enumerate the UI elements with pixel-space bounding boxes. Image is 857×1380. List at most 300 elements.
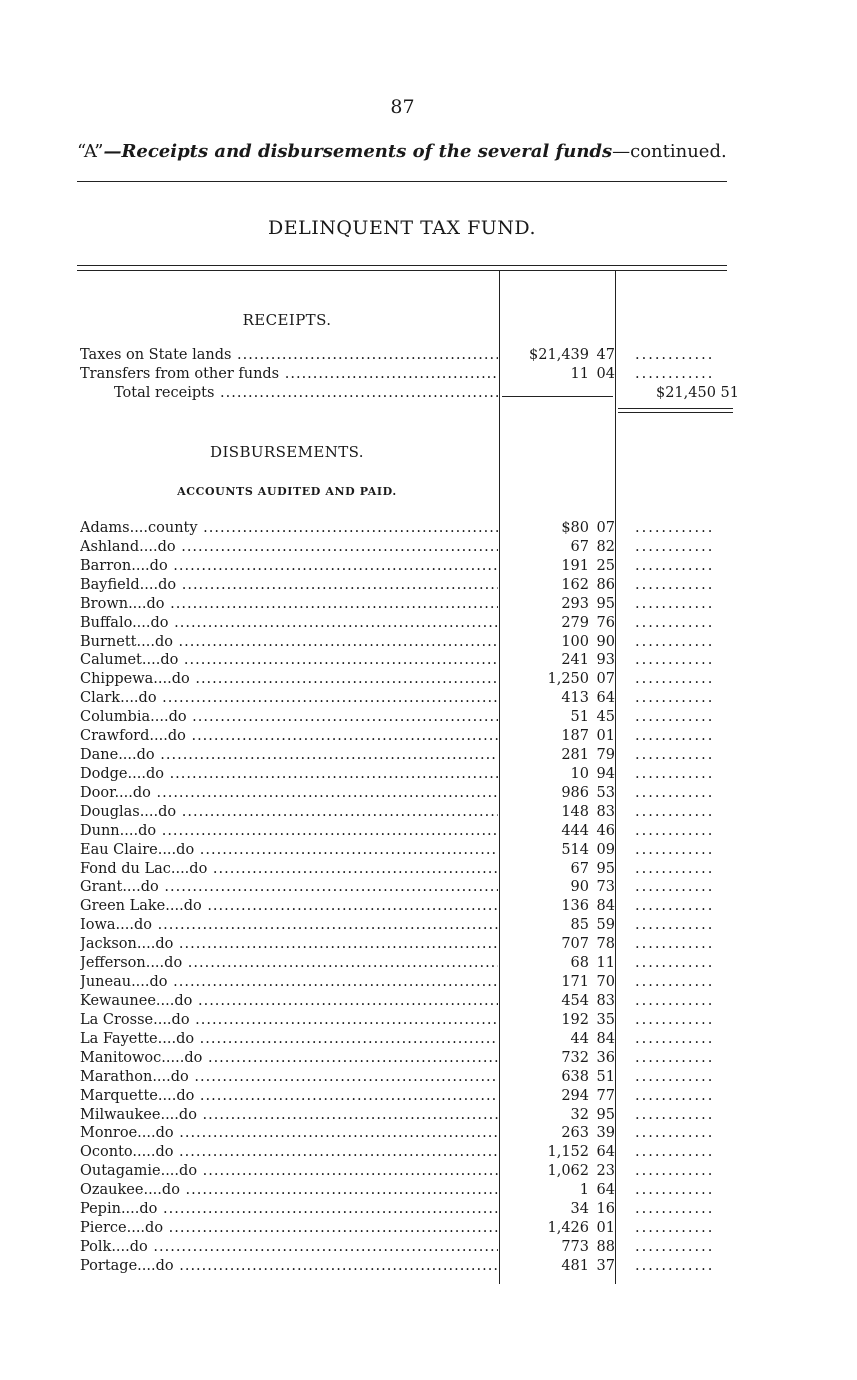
county-unit: do [138,690,157,707]
county-name [80,689,498,708]
amount-dollars: 1,426 [547,1220,589,1237]
disbursement-amount [571,538,615,557]
county-unit: do [155,1125,174,1142]
total-column-leader: ............ [635,1238,715,1255]
county-unit: do [150,614,169,631]
county-dots: .... [131,557,150,574]
amount-dollars: 481 [561,1257,589,1274]
county-name [80,538,498,557]
disbursement-amount [561,519,615,538]
county-dots: .... [120,690,139,707]
total-column-leader: ............ [635,1011,715,1028]
amount-cents: 25 [596,557,615,574]
total-column-leader: ............ [635,974,715,991]
total-column-leader: ............ [635,728,715,745]
amount-dollars: 707 [561,936,589,953]
total-column-leader: ............ [635,747,715,764]
county-label: La Crosse [80,1011,154,1028]
table-row [77,746,739,765]
county-unit: do [155,1144,174,1161]
disbursement-amount [561,992,615,1011]
amount-dollars: 732 [561,1049,589,1066]
county-name [80,614,498,633]
county-unit: do [155,1257,174,1274]
county-dots: .... [115,917,134,934]
county-label: Portage [80,1257,138,1274]
amount-cents: 73 [596,879,615,896]
amount-cents: 90 [596,633,615,650]
county-name [80,557,498,576]
county-unit: do [179,1163,198,1180]
table-row [77,1219,739,1238]
amount-dollars: 281 [561,747,589,764]
amount-dollars: 11 [570,366,589,382]
county-name [80,973,498,992]
disbursement-amount [571,916,615,935]
receipts-subtotal-rule [502,396,613,397]
page-number: 87 [390,96,415,118]
table-row [77,576,739,595]
amount-dollars: $21,439 [529,347,589,363]
county-name [80,670,498,689]
total-column-leader: ............ [635,1087,715,1104]
total-column-leader: ............ [635,1220,715,1237]
county-name [80,651,498,670]
county-label: Polk [80,1238,112,1255]
total-column-leader: ............ [635,671,715,688]
disbursement-amount [561,1049,615,1068]
disbursement-amount [561,727,615,746]
county-dots: .... [160,1106,179,1123]
county-dots: .... [165,898,184,915]
amount-dollars: 1,250 [547,671,589,688]
county-name [80,1257,498,1276]
total-receipts-amount: $21,450 51 [655,385,739,401]
county-label: Buffalo [80,614,133,631]
amount-cents: 59 [596,917,615,934]
amount-cents: 84 [596,898,615,915]
table-row [77,708,739,727]
total-column-leader: ............ [635,576,715,593]
amount-cents: 04 [596,366,615,382]
county-unit: do [171,671,190,688]
disbursement-amount [547,670,615,689]
county-unit: do [160,652,179,669]
amount-dollars: 136 [561,898,589,915]
county-dots: .... [132,614,151,631]
county-unit: do [157,538,176,555]
county-unit: do [164,955,183,972]
county-dots: .... [137,1144,156,1161]
county-dots: .... [157,841,177,858]
county-dots: .... [139,576,159,593]
disbursement-amount [561,897,615,916]
disbursement-amount [561,595,615,614]
county-name [80,1011,498,1030]
amount-cents: 64 [596,690,615,707]
county-label: Ozaukee [80,1182,144,1199]
county-unit: do [145,765,164,782]
amount-dollars: 148 [561,803,589,820]
table-row [77,557,739,576]
county-dots: .... [136,936,156,953]
disbursement-amount [561,633,615,652]
receipts-total-rule-1 [618,408,733,409]
county-unit: do [158,576,177,593]
caption-label: “A” [77,141,104,162]
fund-title: DELINQUENT TAX FUND. [268,217,536,239]
county-label: Dodge [80,765,128,782]
total-column-leader: ............ [635,557,715,574]
receipt-row [77,365,739,384]
amount-cents: 79 [596,747,615,764]
accounts-subheading: ACCOUNTS AUDITED AND PAID. [177,485,397,498]
disbursement-amount [561,557,615,576]
amount-cents: 53 [596,784,615,801]
disbursement-amount [561,973,615,992]
county-dots: .... [114,784,133,801]
county-dots: .... [150,709,169,726]
receipt-amount [529,346,615,365]
total-column-leader: ............ [635,538,715,555]
county-dots: .... [118,747,137,764]
amount-dollars: 10 [570,765,589,782]
county-dots: .... [127,765,146,782]
total-column-leader: ............ [635,1201,715,1218]
table-row [77,1030,739,1049]
table-row [77,1106,739,1125]
amount-cents: 01 [596,1220,615,1237]
county-name [80,841,498,860]
county-label: La Fayette [80,1030,158,1047]
amount-dollars: 44 [570,1030,589,1047]
amount-dollars: 294 [561,1087,589,1104]
county-unit: do [174,993,193,1009]
county-label: Kewaunee [80,993,156,1009]
amount-cents: 46 [596,822,615,839]
table-row [77,614,739,633]
amount-cents: 77 [596,1087,615,1104]
county-label: Chippewa [80,671,154,688]
total-column-leader: ............ [635,860,715,877]
county-name [80,1162,498,1181]
amount-dollars: 1,062 [547,1163,589,1180]
disbursements-heading: DISBURSEMENTS. [210,443,364,461]
total-column-leader: ............ [635,955,715,972]
county-name [80,860,498,879]
disbursement-amount [561,1087,615,1106]
amount-dollars: 51 [570,709,589,726]
total-column-leader: ............ [635,1257,715,1274]
county-dots: .... [120,1201,140,1218]
table-row [77,1200,739,1219]
county-label: Columbia [80,709,151,726]
county-unit: county [148,520,198,536]
county-dots: .... [119,822,139,839]
table-row [77,689,739,708]
table-top-rule-1 [77,265,727,266]
table-row [77,1049,739,1068]
county-unit: do [167,728,186,745]
caption-continued: —continued. [612,141,727,162]
disbursement-amount [571,878,615,897]
county-label: Ashland [80,538,140,555]
receipt-label: Transfers from other funds ..... [80,365,498,384]
amount-cents: 64 [596,1182,615,1199]
amount-cents: 84 [596,1030,615,1047]
county-label: Iowa [80,917,116,934]
county-label: Green Lake [80,898,166,915]
amount-cents: 35 [596,1011,615,1028]
county-label: Door [80,784,115,801]
county-name [80,1106,498,1125]
amount-dollars: 1 [579,1182,589,1199]
disbursement-amount [571,708,615,727]
amount-dollars: 293 [561,595,589,612]
county-label: Jackson [80,936,137,953]
county-dots: .... [129,520,149,536]
total-column-leader: ............ [635,784,715,801]
county-label: Monroe [80,1125,138,1142]
total-column-leader: ............ [635,709,715,726]
amount-cents: 36 [596,1049,615,1066]
disbursement-amount [571,765,615,784]
county-label: Jefferson [80,955,146,972]
amount-dollars: 413 [561,690,589,707]
table-row [77,803,739,822]
county-unit: do [158,803,177,820]
table-row [77,1124,739,1143]
disbursement-amount [561,1257,615,1276]
disbursement-amount [561,651,615,670]
amount-dollars: 444 [561,822,589,839]
county-unit: do [178,1106,197,1123]
county-label: Milwaukee [80,1106,161,1123]
total-column-leader: ............ [635,1030,715,1047]
amount-cents: 82 [596,538,615,555]
county-dots: .... [136,633,155,650]
total-column-leader: ............ [635,633,715,650]
county-unit: do [139,1201,158,1218]
county-name [80,1238,498,1257]
amount-dollars: 279 [561,614,589,631]
county-dots: .... [122,879,141,896]
table-row [77,1087,739,1106]
county-label: Adams [80,520,130,536]
total-column-leader: ............ [635,917,715,934]
county-dots: .... [139,538,158,555]
total-column-leader: ............ [635,841,715,858]
amount-dollars: 187 [561,728,589,745]
amount-cents: 45 [596,709,615,726]
county-dots: .... [143,1182,162,1199]
receipt-label: Taxes on State lands ..... [80,346,498,365]
amount-dollars: $80 [561,520,589,536]
total-column-leader: ............ [635,690,715,707]
receipts-heading: RECEIPTS. [242,311,332,329]
disbursement-amount [571,1200,615,1219]
county-name [80,1087,498,1106]
county-name [80,633,498,652]
receipts-total-rule-2 [618,412,733,413]
amount-cents: 11 [596,955,615,972]
county-label: Crawford [80,728,150,745]
amount-cents: 95 [596,1106,615,1123]
table-row [77,860,739,879]
amount-cents: 37 [596,1257,615,1274]
county-unit: do [132,784,151,801]
total-column-leader: ............ [635,803,715,820]
county-label: Eau Claire [80,841,158,858]
amount-cents: 95 [596,595,615,612]
total-column-leader: ............ [635,520,715,536]
county-dots: .... [131,974,150,991]
caption-title: —Receipts and disbursements of the several funds [103,141,613,162]
disbursement-amount [561,822,615,841]
county-label: Outagamie [80,1163,161,1180]
county-unit: do [129,1238,148,1255]
total-column-leader: ............ [635,652,715,669]
table-row [77,538,739,557]
amount-dollars: 67 [570,860,589,877]
county-unit: do [176,1030,195,1047]
county-name [80,1181,498,1200]
county-name [80,916,498,935]
disbursement-amount [580,1181,615,1200]
table-row [77,633,739,652]
county-unit: do [140,879,159,896]
disbursement-amount [547,1143,615,1162]
county-label: Oconto. [80,1144,137,1161]
county-dots: .... [141,652,161,669]
county-unit: do [149,974,168,991]
county-dots: .... [152,1068,171,1085]
county-name [80,746,498,765]
county-name [80,878,498,897]
county-label: Marquette [80,1087,158,1104]
county-unit: do [136,747,155,764]
amount-dollars: 171 [561,974,589,991]
amount-cents: 47 [596,347,615,363]
amount-cents: 93 [596,652,615,669]
county-label: Manitowoc. [80,1049,166,1066]
amount-cents: 64 [596,1144,615,1161]
table-row [77,973,739,992]
disbursement-amount [571,1106,615,1125]
amount-cents: 88 [596,1238,615,1255]
total-column-leader: ............ [635,1049,715,1066]
total-column-leader: ............ [635,347,715,363]
county-label: Pierce [80,1220,127,1237]
county-label: Pepin [80,1201,121,1218]
county-dots: .... [137,1125,156,1142]
amount-cents: 16 [596,1201,615,1218]
county-unit: do [161,1182,180,1199]
total-column-leader: ............ [635,1068,715,1085]
county-unit: do [183,898,202,915]
table-row [77,1143,739,1162]
county-name [80,1143,498,1162]
disbursement-amount [561,1011,615,1030]
table-row [77,935,739,954]
amount-dollars: 90 [570,879,589,896]
county-name [80,1049,498,1068]
county-dots: .... [153,1011,172,1028]
county-dots: .... [145,955,165,972]
county-label: Juneau [80,974,132,991]
amount-cents: 07 [596,520,615,536]
total-column-leader: ............ [635,595,715,612]
county-label: Bayfield [80,576,140,593]
table-caption [77,141,727,162]
county-unit: do [155,936,174,953]
total-column-leader: ............ [635,822,715,839]
total-column-leader: ............ [635,1106,715,1123]
county-dots: .... [155,993,175,1009]
amount-cents: 07 [596,671,615,688]
county-name [80,708,498,727]
disbursement-amount [561,803,615,822]
header-rule [77,181,727,182]
disbursement-amount [561,746,615,765]
county-name [80,822,498,841]
county-unit: do [154,633,173,650]
table-top-rule-2 [77,270,727,271]
county-label: Marathon [80,1068,153,1085]
total-receipts-row [77,384,739,403]
county-name [80,954,498,973]
disbursement-amount [561,841,615,860]
amount-dollars: 986 [561,784,589,801]
county-name [80,897,498,916]
receipt-row [77,346,739,365]
county-label: Grant [80,879,123,896]
county-name [80,727,498,746]
amount-cents: 83 [596,803,615,820]
disbursement-amount [561,784,615,803]
amount-dollars: 34 [570,1201,589,1218]
county-name [80,519,498,538]
county-dots: .... [157,1030,177,1047]
county-name [80,992,498,1011]
amount-dollars: 100 [561,633,589,650]
county-name [80,1200,498,1219]
table-row [77,954,739,973]
amount-dollars: 454 [561,993,589,1009]
amount-dollars: 514 [561,841,589,858]
disbursement-amount [547,1162,615,1181]
total-column-leader: ............ [635,1144,715,1161]
table-row [77,1011,739,1030]
amount-cents: 86 [596,576,615,593]
disbursement-amount [561,576,615,595]
table-row [77,1068,739,1087]
total-column-leader: ............ [635,879,715,896]
amount-cents: 70 [596,974,615,991]
amount-dollars: 241 [561,652,589,669]
total-column-leader: ............ [635,898,715,915]
county-label: Dane [80,747,119,764]
total-column-leader: ............ [635,1163,715,1180]
table-row [77,897,739,916]
table-row [77,1181,739,1200]
county-name [80,595,498,614]
county-dots: .... [157,1087,177,1104]
county-unit: do [133,917,152,934]
amount-dollars: 85 [570,917,589,934]
amount-cents: 78 [596,936,615,953]
amount-cents: 01 [596,728,615,745]
